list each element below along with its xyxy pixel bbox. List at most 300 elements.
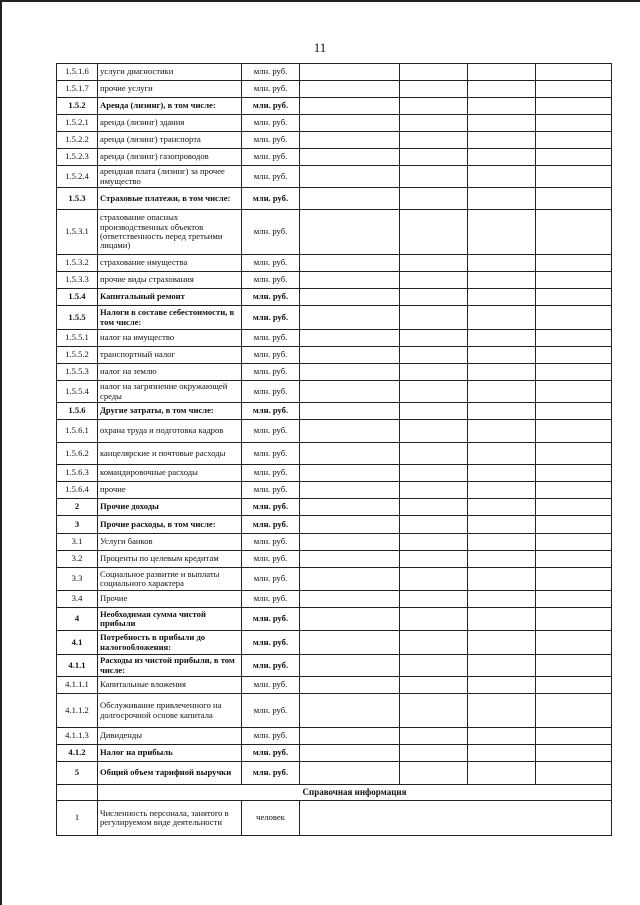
- value-cell: [400, 420, 468, 443]
- value-cell: [300, 115, 400, 132]
- value-cell: [536, 403, 612, 420]
- value-cell: [300, 499, 400, 516]
- value-cell: [300, 482, 400, 499]
- row-name: услуги диагностики: [98, 64, 242, 81]
- value-cell: [536, 568, 612, 591]
- value-cell: [300, 694, 400, 728]
- value-cell: [536, 188, 612, 210]
- row-name: Налог на прибыль: [98, 745, 242, 762]
- value-cell: [468, 728, 536, 745]
- row-unit: млн. руб.: [242, 591, 300, 608]
- row-number: 1.5.5.3: [57, 364, 98, 381]
- table-row: [57, 482, 612, 499]
- row-name: Дивиденды: [98, 728, 242, 745]
- row-name: Капитальный ремонт: [98, 289, 242, 306]
- row-unit: млн. руб.: [242, 381, 300, 403]
- value-cell: [300, 64, 400, 81]
- row-unit: млн. руб.: [242, 745, 300, 762]
- row-name: Прочие доходы: [98, 499, 242, 516]
- table-row: [57, 149, 612, 166]
- value-cell: [400, 631, 468, 655]
- value-cell: [400, 443, 468, 465]
- row-number: 1.5.2.3: [57, 149, 98, 166]
- row-name: Обслуживание привлеченного на долгосрочной основе капитала: [98, 694, 242, 728]
- value-cell: [400, 188, 468, 210]
- value-cell: [468, 608, 536, 631]
- row-number: 4.1.1: [57, 655, 98, 677]
- row-name: аренда (лизинг) здания: [98, 115, 242, 132]
- row-unit: млн. руб.: [242, 694, 300, 728]
- value-cell: [400, 499, 468, 516]
- table-row: [57, 289, 612, 306]
- value-cell: [536, 306, 612, 330]
- value-cell: [300, 551, 400, 568]
- value-cell: [536, 255, 612, 272]
- value-cell: [468, 465, 536, 482]
- row-unit: млн. руб.: [242, 255, 300, 272]
- row-unit: млн. руб.: [242, 188, 300, 210]
- row-number: 3.1: [57, 534, 98, 551]
- row-name: Проценты по целевым кредитам: [98, 551, 242, 568]
- row-number: 4.1.1.1: [57, 677, 98, 694]
- value-cell: [468, 115, 536, 132]
- reference-row-unit: человек: [242, 801, 300, 836]
- value-cell: [300, 420, 400, 443]
- value-cell: [400, 98, 468, 115]
- row-number: 4: [57, 608, 98, 631]
- value-cell: [400, 591, 468, 608]
- value-cell: [536, 272, 612, 289]
- value-cell: [300, 381, 400, 403]
- value-cell: [400, 762, 468, 785]
- table-row: [57, 210, 612, 255]
- value-cell: [300, 347, 400, 364]
- value-cell: [536, 289, 612, 306]
- row-number: 1.5.3.2: [57, 255, 98, 272]
- value-cell: [536, 551, 612, 568]
- reference-row-value-cell: [300, 801, 612, 836]
- table-row: [57, 81, 612, 98]
- value-cell: [300, 762, 400, 785]
- row-unit: млн. руб.: [242, 677, 300, 694]
- row-number: 1.5.5.2: [57, 347, 98, 364]
- value-cell: [300, 443, 400, 465]
- value-cell: [468, 381, 536, 403]
- value-cell: [468, 166, 536, 188]
- value-cell: [536, 745, 612, 762]
- value-cell: [400, 381, 468, 403]
- row-unit: млн. руб.: [242, 551, 300, 568]
- value-cell: [468, 420, 536, 443]
- value-cell: [536, 364, 612, 381]
- table-row: [57, 306, 612, 330]
- value-cell: [400, 551, 468, 568]
- value-cell: [468, 745, 536, 762]
- value-cell: [468, 98, 536, 115]
- value-cell: [468, 516, 536, 534]
- value-cell: [536, 591, 612, 608]
- value-cell: [400, 745, 468, 762]
- value-cell: [468, 289, 536, 306]
- row-name: страхование имущества: [98, 255, 242, 272]
- row-unit: млн. руб.: [242, 115, 300, 132]
- value-cell: [468, 534, 536, 551]
- table-row: [57, 188, 612, 210]
- value-cell: [468, 403, 536, 420]
- row-number: 3.4: [57, 591, 98, 608]
- table-row: [57, 255, 612, 272]
- indicator-table-body: [57, 64, 612, 836]
- row-number: 1.5.6.1: [57, 420, 98, 443]
- page-number: 11: [313, 40, 327, 55]
- table-row: [57, 631, 612, 655]
- value-cell: [468, 255, 536, 272]
- reference-section-spacer: [57, 785, 98, 801]
- value-cell: [400, 364, 468, 381]
- value-cell: [300, 745, 400, 762]
- value-cell: [536, 132, 612, 149]
- reference-section-title: Справочная информация: [98, 785, 612, 801]
- value-cell: [468, 482, 536, 499]
- row-name: прочие виды страхования: [98, 272, 242, 289]
- table-row: [57, 762, 612, 785]
- row-name: аренда (лизинг) транспорта: [98, 132, 242, 149]
- row-name: канцелярские и почтовые расходы: [98, 443, 242, 465]
- value-cell: [400, 403, 468, 420]
- row-name: аренда (лизинг) газопроводов: [98, 149, 242, 166]
- row-number: 1.5.5.4: [57, 381, 98, 403]
- row-name: Страховые платежи, в том числе:: [98, 188, 242, 210]
- value-cell: [300, 631, 400, 655]
- row-name: Расходы из чистой прибыли, в том числе:: [98, 655, 242, 677]
- value-cell: [468, 631, 536, 655]
- row-number: 1.5.2: [57, 98, 98, 115]
- value-cell: [468, 591, 536, 608]
- row-unit: млн. руб.: [242, 631, 300, 655]
- table-row: [57, 551, 612, 568]
- value-cell: [536, 381, 612, 403]
- scan-edge-top: [0, 0, 640, 2]
- value-cell: [536, 608, 612, 631]
- row-unit: млн. руб.: [242, 420, 300, 443]
- value-cell: [300, 289, 400, 306]
- table-row: [57, 516, 612, 534]
- row-name: Прочие: [98, 591, 242, 608]
- row-name: налог на имущество: [98, 330, 242, 347]
- row-number: 1.5.5: [57, 306, 98, 330]
- row-unit: млн. руб.: [242, 728, 300, 745]
- reference-row-number: 1: [57, 801, 98, 836]
- reference-row-name: Численность персонала, занятого в регулируемом виде деятельности: [98, 801, 242, 836]
- table-row: [57, 677, 612, 694]
- value-cell: [468, 210, 536, 255]
- value-cell: [400, 465, 468, 482]
- table-row: [57, 381, 612, 403]
- reference-row: [57, 801, 612, 836]
- value-cell: [300, 210, 400, 255]
- table-row: [57, 166, 612, 188]
- table-row: [57, 655, 612, 677]
- row-unit: млн. руб.: [242, 482, 300, 499]
- table-row: [57, 534, 612, 551]
- table-row: [57, 420, 612, 443]
- row-number: 5: [57, 762, 98, 785]
- row-unit: млн. руб.: [242, 347, 300, 364]
- value-cell: [400, 655, 468, 677]
- value-cell: [300, 98, 400, 115]
- table-row: [57, 568, 612, 591]
- value-cell: [300, 272, 400, 289]
- value-cell: [300, 568, 400, 591]
- value-cell: [400, 347, 468, 364]
- value-cell: [400, 115, 468, 132]
- value-cell: [400, 289, 468, 306]
- value-cell: [468, 149, 536, 166]
- value-cell: [400, 608, 468, 631]
- row-number: 4.1.2: [57, 745, 98, 762]
- value-cell: [400, 64, 468, 81]
- row-number: 3: [57, 516, 98, 534]
- value-cell: [536, 443, 612, 465]
- row-number: 3.2: [57, 551, 98, 568]
- row-unit: млн. руб.: [242, 64, 300, 81]
- table-row: [57, 694, 612, 728]
- table-row: [57, 608, 612, 631]
- value-cell: [400, 694, 468, 728]
- value-cell: [536, 728, 612, 745]
- value-cell: [536, 762, 612, 785]
- row-unit: млн. руб.: [242, 762, 300, 785]
- value-cell: [400, 330, 468, 347]
- value-cell: [300, 516, 400, 534]
- row-name: Потребность в прибыли до налогообложения:: [98, 631, 242, 655]
- table-row: [57, 443, 612, 465]
- row-name: Услуги банков: [98, 534, 242, 551]
- row-unit: млн. руб.: [242, 403, 300, 420]
- table-row: [57, 132, 612, 149]
- value-cell: [300, 255, 400, 272]
- row-name: Другие затраты, в том числе:: [98, 403, 242, 420]
- row-number: 1.5.2.4: [57, 166, 98, 188]
- value-cell: [536, 81, 612, 98]
- row-name: Налоги в составе себестоимости, в том числе:: [98, 306, 242, 330]
- value-cell: [300, 534, 400, 551]
- value-cell: [536, 149, 612, 166]
- value-cell: [300, 608, 400, 631]
- row-unit: млн. руб.: [242, 132, 300, 149]
- row-number: 1.5.6.3: [57, 465, 98, 482]
- row-name: Необходимая сумма чистой прибыли: [98, 608, 242, 631]
- row-unit: млн. руб.: [242, 81, 300, 98]
- value-cell: [300, 306, 400, 330]
- table-row: [57, 98, 612, 115]
- value-cell: [400, 255, 468, 272]
- value-cell: [400, 81, 468, 98]
- row-unit: млн. руб.: [242, 465, 300, 482]
- row-number: 1.5.5.1: [57, 330, 98, 347]
- value-cell: [400, 482, 468, 499]
- row-unit: млн. руб.: [242, 330, 300, 347]
- table-row: [57, 272, 612, 289]
- row-name: командировочные расходы: [98, 465, 242, 482]
- value-cell: [400, 166, 468, 188]
- row-name: Прочие расходы, в том числе:: [98, 516, 242, 534]
- value-cell: [300, 655, 400, 677]
- value-cell: [468, 364, 536, 381]
- table-row: [57, 591, 612, 608]
- value-cell: [468, 347, 536, 364]
- table-row: [57, 465, 612, 482]
- value-cell: [400, 132, 468, 149]
- value-cell: [300, 591, 400, 608]
- row-unit: млн. руб.: [242, 306, 300, 330]
- row-number: 1.5.2.1: [57, 115, 98, 132]
- row-name: Капитальные вложения: [98, 677, 242, 694]
- row-name: Аренда (лизинг), в том числе:: [98, 98, 242, 115]
- row-number: 1.5.1.6: [57, 64, 98, 81]
- row-unit: млн. руб.: [242, 166, 300, 188]
- table-row: [57, 745, 612, 762]
- value-cell: [400, 210, 468, 255]
- row-number: 1.5.4: [57, 289, 98, 306]
- row-name: Общий объем тарифной выручки: [98, 762, 242, 785]
- indicator-table: [56, 63, 612, 836]
- row-unit: млн. руб.: [242, 568, 300, 591]
- row-number: 1.5.3: [57, 188, 98, 210]
- row-name: охрана труда и подготовка кадров: [98, 420, 242, 443]
- value-cell: [536, 499, 612, 516]
- value-cell: [536, 420, 612, 443]
- table-row: [57, 499, 612, 516]
- value-cell: [536, 482, 612, 499]
- value-cell: [300, 132, 400, 149]
- value-cell: [300, 403, 400, 420]
- value-cell: [468, 330, 536, 347]
- value-cell: [468, 132, 536, 149]
- value-cell: [300, 677, 400, 694]
- row-name: налог на загрязнение окружающей среды: [98, 381, 242, 403]
- row-name: транспортный налог: [98, 347, 242, 364]
- row-name: арендная плата (лизинг) за прочее имущество: [98, 166, 242, 188]
- table-row: [57, 64, 612, 81]
- row-name: налог на землю: [98, 364, 242, 381]
- table-row: [57, 347, 612, 364]
- value-cell: [468, 677, 536, 694]
- row-number: 1.5.3.3: [57, 272, 98, 289]
- value-cell: [300, 465, 400, 482]
- table-row: [57, 330, 612, 347]
- value-cell: [468, 568, 536, 591]
- value-cell: [468, 499, 536, 516]
- value-cell: [468, 762, 536, 785]
- table-row: [57, 364, 612, 381]
- table-row: [57, 403, 612, 420]
- value-cell: [300, 330, 400, 347]
- value-cell: [536, 465, 612, 482]
- value-cell: [468, 306, 536, 330]
- value-cell: [536, 516, 612, 534]
- value-cell: [300, 166, 400, 188]
- row-unit: млн. руб.: [242, 272, 300, 289]
- table-row: [57, 728, 612, 745]
- value-cell: [536, 115, 612, 132]
- row-number: 1.5.6: [57, 403, 98, 420]
- row-unit: млн. руб.: [242, 499, 300, 516]
- row-number: 1.5.2.2: [57, 132, 98, 149]
- row-unit: млн. руб.: [242, 98, 300, 115]
- value-cell: [400, 728, 468, 745]
- value-cell: [300, 364, 400, 381]
- row-number: 1.5.3.1: [57, 210, 98, 255]
- value-cell: [400, 677, 468, 694]
- row-unit: млн. руб.: [242, 364, 300, 381]
- row-unit: млн. руб.: [242, 289, 300, 306]
- value-cell: [300, 188, 400, 210]
- value-cell: [536, 166, 612, 188]
- value-cell: [536, 677, 612, 694]
- value-cell: [536, 631, 612, 655]
- value-cell: [300, 81, 400, 98]
- value-cell: [536, 655, 612, 677]
- row-name: страхование опасных производственных объектов (ответственность перед третьими лицами): [98, 210, 242, 255]
- value-cell: [468, 64, 536, 81]
- value-cell: [536, 347, 612, 364]
- value-cell: [536, 210, 612, 255]
- value-cell: [400, 272, 468, 289]
- value-cell: [400, 306, 468, 330]
- value-cell: [468, 551, 536, 568]
- value-cell: [468, 655, 536, 677]
- value-cell: [468, 443, 536, 465]
- row-unit: млн. руб.: [242, 210, 300, 255]
- row-number: 3.3: [57, 568, 98, 591]
- value-cell: [536, 534, 612, 551]
- value-cell: [300, 728, 400, 745]
- row-number: 4.1.1.3: [57, 728, 98, 745]
- row-unit: млн. руб.: [242, 655, 300, 677]
- value-cell: [536, 694, 612, 728]
- reference-section-row: [57, 785, 612, 801]
- row-number: 1.5.6.2: [57, 443, 98, 465]
- row-unit: млн. руб.: [242, 534, 300, 551]
- row-unit: млн. руб.: [242, 149, 300, 166]
- row-name: Социальное развитие и выплаты социального характера: [98, 568, 242, 591]
- value-cell: [536, 98, 612, 115]
- value-cell: [400, 149, 468, 166]
- value-cell: [536, 330, 612, 347]
- row-name: прочие услуги: [98, 81, 242, 98]
- value-cell: [468, 272, 536, 289]
- value-cell: [300, 149, 400, 166]
- row-number: 2: [57, 499, 98, 516]
- row-number: 4.1: [57, 631, 98, 655]
- row-number: 4.1.1.2: [57, 694, 98, 728]
- table-row: [57, 115, 612, 132]
- value-cell: [468, 81, 536, 98]
- row-unit: млн. руб.: [242, 608, 300, 631]
- row-number: 1.5.1.7: [57, 81, 98, 98]
- value-cell: [400, 534, 468, 551]
- value-cell: [400, 516, 468, 534]
- row-number: 1.5.6.4: [57, 482, 98, 499]
- row-name: прочие: [98, 482, 242, 499]
- row-unit: млн. руб.: [242, 516, 300, 534]
- scan-edge-left: [0, 0, 2, 905]
- value-cell: [536, 64, 612, 81]
- value-cell: [468, 188, 536, 210]
- value-cell: [468, 694, 536, 728]
- row-unit: млн. руб.: [242, 443, 300, 465]
